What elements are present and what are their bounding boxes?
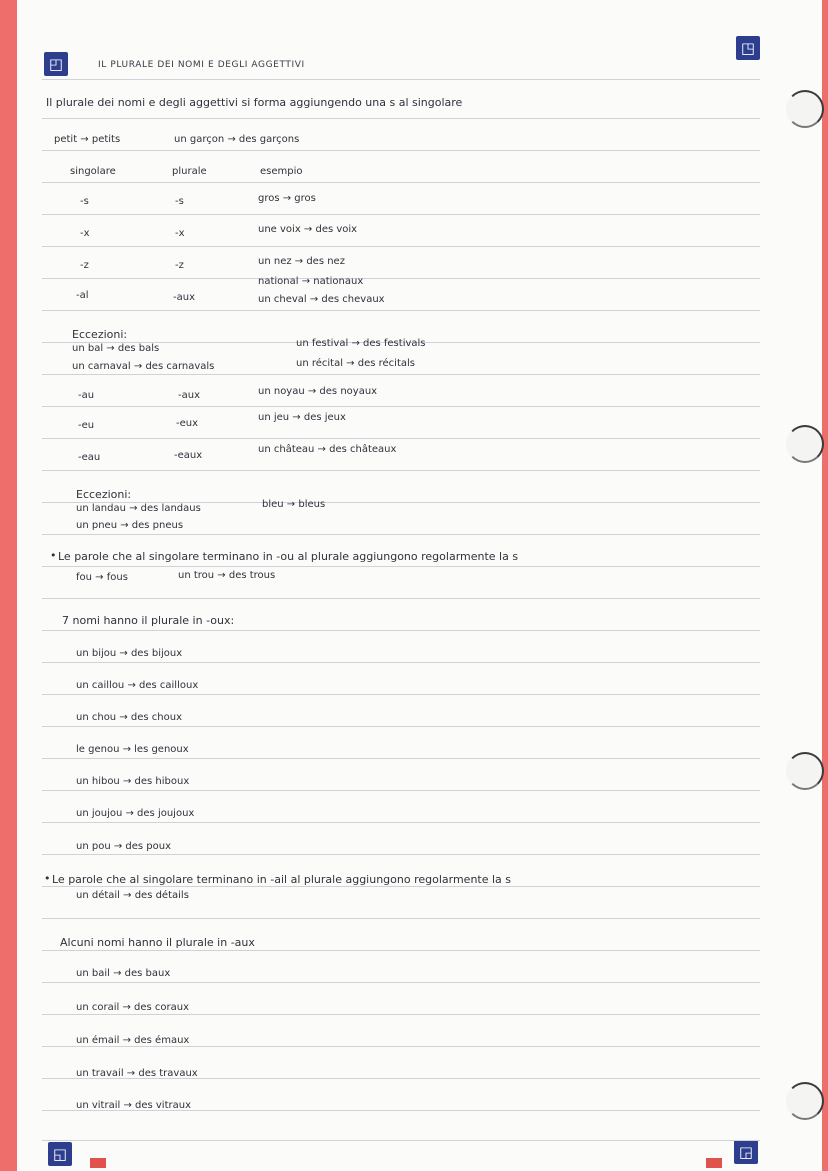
ou-rule-text: Le parole che al singolare terminano in -ou al plurale aggiungono regolarmente la s bbox=[58, 550, 519, 563]
ail-example: un détail → des détails bbox=[76, 890, 189, 901]
intro-example: petit → petits bbox=[54, 134, 121, 145]
right-margin-strip bbox=[822, 0, 828, 1171]
exception-item: bleu → bleus bbox=[262, 499, 326, 510]
row-example: un noyau → des noyaux bbox=[258, 386, 378, 397]
left-margin-strip bbox=[0, 0, 17, 1171]
page-header-title: IL PLURALE DEI NOMI E DEGLI AGGETTIVI bbox=[98, 60, 305, 70]
bullet-icon: • bbox=[44, 872, 51, 885]
oux-list-item: un caillou → des cailloux bbox=[76, 680, 199, 691]
ou-example: un trou → des trous bbox=[178, 570, 276, 581]
row-example: un nez → des nez bbox=[258, 256, 345, 267]
col-header-example: esempio bbox=[260, 166, 303, 177]
exception-item: un landau → des landaus bbox=[76, 503, 201, 514]
exception-item: un pneu → des pneus bbox=[76, 520, 184, 531]
row-example: gros → gros bbox=[258, 193, 316, 204]
exception-item: un festival → des festivals bbox=[296, 338, 426, 349]
row-plural: -eaux bbox=[174, 450, 203, 461]
row-example: un jeu → des jeux bbox=[258, 412, 346, 423]
row-plural: -s bbox=[175, 196, 184, 207]
row-singular: -eau bbox=[78, 452, 101, 463]
row-plural: -aux bbox=[178, 390, 200, 401]
row-example: une voix → des voix bbox=[258, 224, 358, 235]
corner-accent-mark bbox=[706, 1158, 722, 1168]
corner-bottom-right-icon: ◲ bbox=[734, 1140, 758, 1164]
row-plural: -aux bbox=[173, 292, 195, 303]
oux-list-item: un joujou → des joujoux bbox=[76, 808, 195, 819]
aux-list-item: un bail → des baux bbox=[76, 968, 171, 979]
exceptions-title: Eccezioni: bbox=[72, 328, 128, 341]
binder-hole-icon bbox=[786, 1082, 824, 1120]
oux-list-item: un pou → des poux bbox=[76, 841, 172, 852]
ail-rule-text: Le parole che al singolare terminano in -ail al plurale aggiungono regolarmente la s bbox=[52, 873, 512, 886]
row-singular: -s bbox=[80, 196, 89, 207]
row-singular: -au bbox=[78, 390, 95, 401]
row-plural: -z bbox=[175, 260, 184, 271]
bullet-icon: • bbox=[50, 549, 57, 562]
row-plural: -eux bbox=[176, 418, 199, 429]
corner-top-right-icon: ◳ bbox=[736, 36, 760, 60]
row-singular: -eu bbox=[78, 420, 95, 431]
exceptions-title: Eccezioni: bbox=[76, 488, 132, 501]
corner-accent-mark bbox=[90, 1158, 106, 1168]
binder-hole-icon bbox=[786, 90, 824, 128]
notebook-page bbox=[17, 0, 822, 1171]
ou-example: fou → fous bbox=[76, 572, 128, 583]
exception-item: un carnaval → des carnavals bbox=[72, 361, 215, 372]
oux-list-item: un hibou → des hiboux bbox=[76, 776, 190, 787]
col-header-singular: singolare bbox=[70, 166, 116, 177]
aux-list-title: Alcuni nomi hanno il plurale in -aux bbox=[60, 936, 255, 949]
oux-list-item: un bijou → des bijoux bbox=[76, 648, 183, 659]
intro-rule: Il plurale dei nomi e degli aggettivi si forma aggiungendo una s al singolare bbox=[46, 96, 463, 109]
binder-hole-icon bbox=[786, 425, 824, 463]
row-example: un château → des châteaux bbox=[258, 444, 397, 455]
row-example: national → nationaux bbox=[258, 276, 364, 287]
col-header-plural: plurale bbox=[172, 166, 207, 177]
row-singular: -z bbox=[80, 260, 89, 271]
exception-item: un bal → des bals bbox=[72, 343, 160, 354]
aux-list-item: un émail → des émaux bbox=[76, 1035, 190, 1046]
corner-bottom-left-icon: ◱ bbox=[48, 1142, 72, 1166]
aux-list-item: un travail → des travaux bbox=[76, 1068, 198, 1079]
row-singular: -x bbox=[80, 228, 90, 239]
oux-list-title: 7 nomi hanno il plurale in -oux: bbox=[62, 614, 235, 627]
aux-list-item: un vitrail → des vitraux bbox=[76, 1100, 192, 1111]
aux-list-item: un corail → des coraux bbox=[76, 1002, 190, 1013]
exception-item: un récital → des récitals bbox=[296, 358, 415, 369]
row-plural: -x bbox=[175, 228, 185, 239]
row-example: un cheval → des chevaux bbox=[258, 294, 385, 305]
binder-hole-icon bbox=[786, 752, 824, 790]
row-singular: -al bbox=[76, 290, 89, 301]
oux-list-item: un chou → des choux bbox=[76, 712, 182, 723]
oux-list-item: le genou → les genoux bbox=[76, 744, 189, 755]
corner-top-left-icon: ◰ bbox=[44, 52, 68, 76]
intro-example: un garçon → des garçons bbox=[174, 134, 300, 145]
